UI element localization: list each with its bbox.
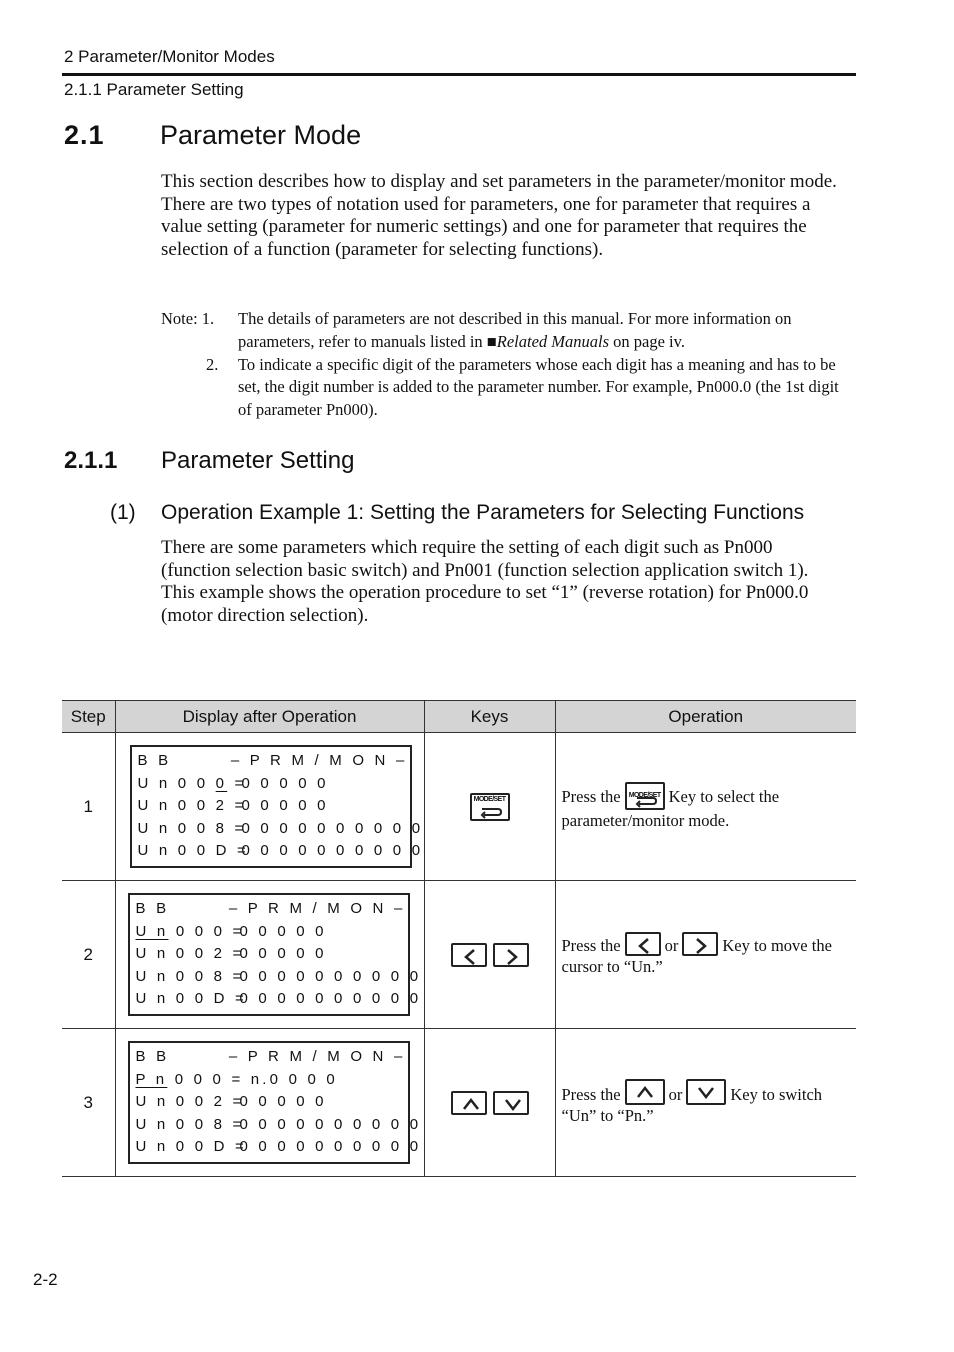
example-paragraph-1: There are some parameters which require the setting of each digit such as Pn000 (function selection basic switch) and Pn001 (function selection application switch 1). — [161, 537, 809, 581]
display-value: 0 0 0 0 0 0 0 0 0 0 — [241, 819, 424, 837]
note-1-text — [238, 308, 856, 354]
display-value: 0 0 0 0 0 — [239, 1093, 327, 1111]
display-line — [137, 818, 424, 841]
display-text: U n 0 0 2 = — [135, 945, 245, 963]
subsection-heading — [64, 447, 354, 475]
operation-cell — [555, 733, 856, 881]
display-value: 0 0 0 0 0 — [241, 797, 329, 815]
operation-cell — [555, 1029, 856, 1177]
step-number: 2 — [62, 881, 115, 1029]
display-value: 0 0 0 0 0 0 0 0 0 0 — [239, 990, 422, 1008]
display-line — [138, 773, 410, 796]
display-text: U n 0 0 2 = — [135, 1093, 245, 1111]
display-value: 0 0 0 0 0 0 0 0 0 0 — [239, 1115, 422, 1133]
display-cursor: P n — [135, 1070, 168, 1088]
note-2 — [161, 354, 856, 422]
header-operation: Operation — [555, 701, 856, 733]
panel-display — [128, 893, 422, 1016]
subsection-title: Parameter Setting — [161, 447, 355, 474]
right-arrow-key-icon — [682, 932, 718, 956]
note-1-text-a: The details of parameters are not described in this manual. For more information on parameters, refer to manuals listed in — [238, 309, 792, 351]
display-cursor: 0 — [215, 774, 228, 792]
display-line — [135, 1136, 422, 1159]
running-header-chapter: 2 Parameter/Monitor Modes — [64, 47, 275, 66]
display-cursor: U n — [135, 922, 169, 940]
section-title: Parameter Mode — [160, 120, 362, 150]
display-value: 0 0 0 0 0 — [239, 922, 327, 940]
operation-text: Press the — [561, 1085, 621, 1104]
display-mode: – P R M / M O N – — [228, 900, 406, 918]
display-line — [136, 1069, 408, 1092]
down-arrow-key-icon — [686, 1079, 726, 1105]
display-text: 0 0 0 = — [168, 922, 245, 940]
header-rule — [62, 73, 856, 76]
keys-cell — [424, 1029, 555, 1177]
display-status: B B — [135, 900, 170, 918]
display-text: U n 0 0 D = — [135, 1138, 247, 1156]
step-number: 1 — [62, 733, 115, 881]
display-text: U n 0 0 8 = — [135, 1115, 245, 1133]
display-line — [138, 795, 410, 818]
mode-set-key-icon[interactable] — [470, 793, 510, 821]
subsection-number: 2.1.1 — [64, 447, 118, 474]
table-header-row — [62, 701, 856, 733]
display-value: 0 0 0 0 0 — [239, 945, 327, 963]
display-mode: – P R M / M O N – — [228, 1048, 406, 1066]
table-row — [62, 1029, 856, 1177]
display-text: U n 0 0 D = — [135, 990, 247, 1008]
display-value: 0 0 0 0 0 — [241, 774, 329, 792]
display-line — [135, 966, 422, 989]
left-arrow-key-icon — [625, 932, 661, 956]
mode-set-key-icon — [625, 782, 665, 810]
related-manuals-link: Related Manuals — [496, 331, 610, 351]
display-value: 0 0 0 0 0 0 0 0 0 0 — [239, 967, 422, 985]
mode-set-key-label: MODE/SET — [628, 792, 661, 799]
section-intro — [161, 171, 856, 261]
operation-text: or — [668, 1085, 683, 1104]
display-status-line — [138, 750, 410, 773]
left-arrow-key-icon[interactable] — [451, 943, 487, 967]
header-keys: Keys — [424, 701, 555, 733]
display-text: U n 0 0 8 = — [137, 819, 247, 837]
keys-cell — [424, 733, 555, 881]
running-header-section: 2.1.1 Parameter Setting — [64, 80, 244, 99]
display-line — [135, 1114, 422, 1137]
example-title: Operation Example 1: Setting the Parameters for Selecting Functions — [161, 501, 805, 524]
display-line — [137, 840, 424, 863]
note-2-text: To indicate a specific digit of the parameters whose each digit has a meaning and has to be set, the digit number is added to the parameter number. For example, Pn000.0 (the 1st digit of parameter Pn000). — [238, 354, 839, 420]
section-heading — [64, 120, 361, 151]
display-cell — [115, 733, 424, 881]
header-display: Display after Operation — [115, 701, 424, 733]
mode-set-key-label: MODE/SET — [473, 795, 506, 803]
intro-paragraph-2: There are two types of notation used for parameters, one for parameter that requires a value setting (parameter for numeric settings) and one for parameter that requires the selection of a function (parameter for selecting functions). — [161, 193, 811, 260]
section-number: 2.1 — [64, 120, 105, 150]
note-2-label: 2. — [206, 354, 219, 374]
display-text: U n 0 0 — [137, 774, 216, 792]
page-number: 2-2 — [33, 1270, 58, 1289]
header-step: Step — [62, 701, 115, 733]
display-line — [136, 921, 408, 944]
example-number: (1) — [110, 501, 136, 524]
up-arrow-key-icon[interactable] — [451, 1091, 487, 1115]
operation-text: Press the — [561, 936, 621, 955]
display-value: 0 0 0 0 0 0 0 0 0 0 — [241, 842, 424, 860]
right-arrow-key-icon[interactable] — [493, 943, 529, 967]
operation-text: Key to switch “Un” to “Pn.” — [561, 1085, 823, 1125]
up-arrow-key-icon — [625, 1079, 665, 1105]
display-line — [136, 1091, 408, 1114]
related-manuals-marker: ■ — [486, 331, 497, 351]
panel-display — [128, 1041, 422, 1164]
intro-paragraph-1: This section describes how to display and set parameters in the parameter/monitor mode. — [161, 171, 837, 192]
operation-steps-table — [62, 700, 856, 1177]
keys-cell — [424, 881, 555, 1029]
note-1-text-b: on page iv. — [609, 331, 685, 351]
example-paragraph-2: This example shows the operation procedure to set “1” (reverse rotation) for Pn000.0 (motor direction selection). — [161, 582, 809, 626]
table-row — [62, 733, 856, 881]
display-cell — [115, 881, 424, 1029]
operation-text: Key to select the parameter/monitor mode. — [561, 787, 780, 830]
display-line — [135, 988, 422, 1011]
example-intro — [161, 537, 856, 627]
display-text: U n 0 0 8 = — [135, 967, 245, 985]
example-heading — [110, 501, 804, 525]
display-line — [136, 943, 408, 966]
display-status: B B — [137, 752, 172, 770]
panel-display — [130, 745, 424, 868]
display-cell — [115, 1029, 424, 1177]
display-mode: – P R M / M O N – — [230, 752, 408, 770]
down-arrow-key-icon[interactable] — [493, 1091, 529, 1115]
note-1 — [161, 308, 856, 354]
operation-text: Press the — [561, 787, 621, 806]
display-status-line — [136, 898, 408, 921]
notes — [161, 308, 856, 422]
display-text: 0 0 0 = n.0 0 0 0 — [167, 1070, 338, 1088]
step-number: 3 — [62, 1029, 115, 1177]
display-status-line — [136, 1046, 408, 1069]
display-status: B B — [135, 1048, 170, 1066]
display-text: U n 0 0 D = — [137, 842, 249, 860]
display-text: U n 0 0 2 = — [137, 797, 247, 815]
table-row — [62, 881, 856, 1029]
operation-text: or — [664, 936, 679, 955]
note-1-label: Note: 1. — [161, 309, 215, 328]
operation-cell — [555, 881, 856, 1029]
operation-text: Key to move the cursor to “Un.” — [561, 936, 832, 976]
display-text: = — [227, 774, 247, 792]
display-value: 0 0 0 0 0 0 0 0 0 0 — [239, 1138, 422, 1156]
